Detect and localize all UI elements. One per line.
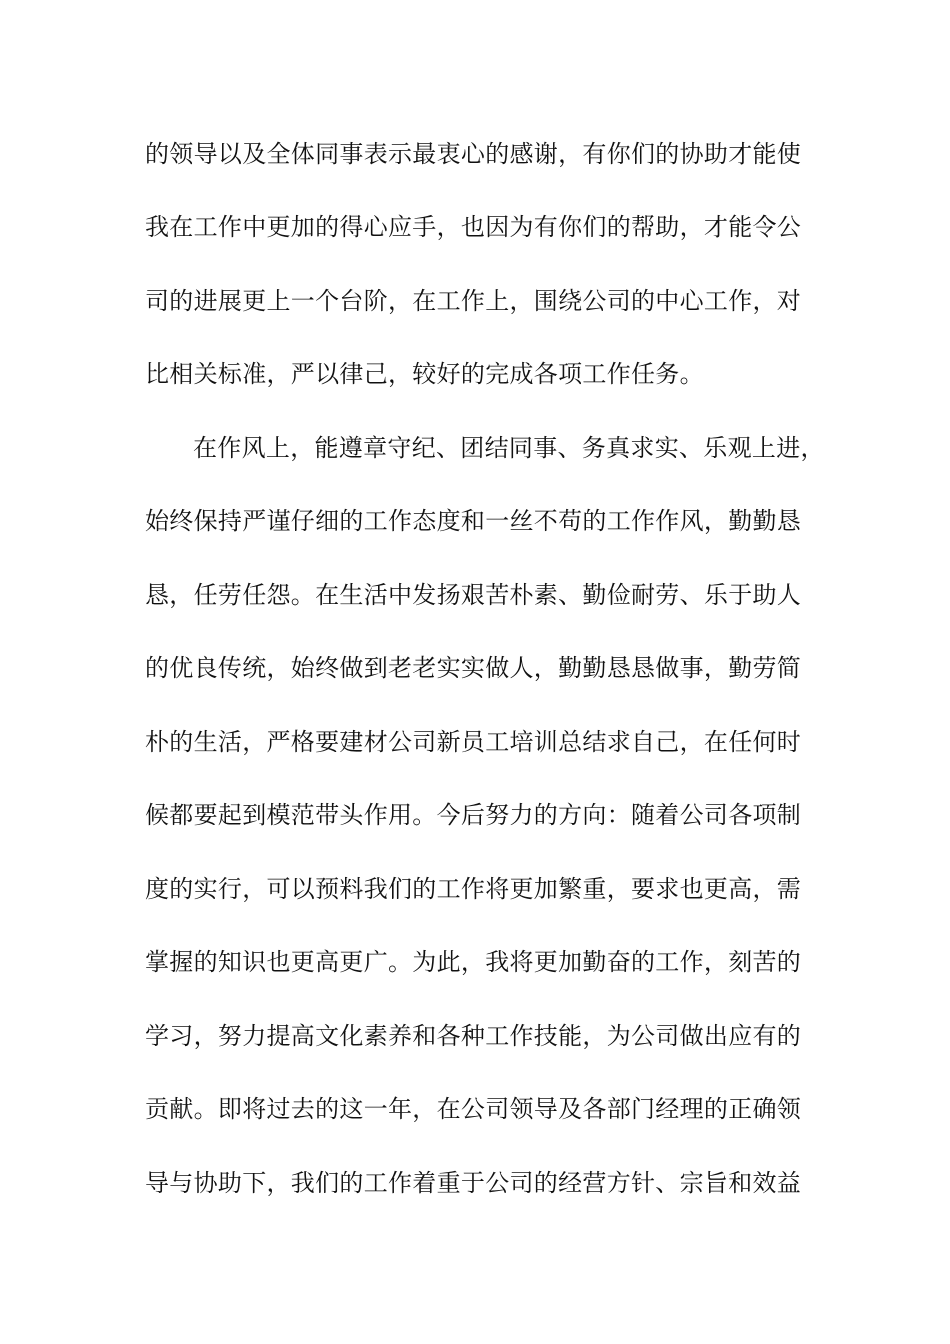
text-line-9: 朴的生活，严格要建材公司新员工培训总结求自己，在任何时 (145, 728, 802, 756)
text-line-7: 恳，任劳任怨。在生活中发扬艰苦朴素、勤俭耐劳、乐于助人 (145, 581, 802, 609)
text-line-10: 候都要起到模范带头作用。今后努力的方向：随着公司各项制 (145, 801, 802, 829)
text-line-3: 司的进展更上一个台阶，在工作上，围绕公司的中心工作，对 (145, 287, 802, 315)
text-line-4: 比相关标准，严以律己，较好的完成各项工作任务。 (145, 360, 704, 388)
text-line-2: 我在工作中更加的得心应手，也因为有你们的帮助，才能令公 (145, 213, 802, 241)
text-line-14: 贡献。即将过去的这一年，在公司领导及各部门经理的正确领 (145, 1095, 802, 1123)
text-line-12: 掌握的知识也更高更广。为此，我将更加勤奋的工作，刻苦的 (145, 948, 802, 976)
text-line-13: 学习，努力提高文化素养和各种工作技能，为公司做出应有的 (145, 1022, 802, 1050)
paragraph-start-line: 在作风上，能遵章守纪、团结同事、务真求实、乐观上进， (193, 434, 825, 462)
text-line-1: 的领导以及全体同事表示最衷心的感谢，有你们的协助才能使 (145, 140, 802, 168)
text-line-8: 的优良传统，始终做到老老实实做人，勤勤恳恳做事，勤劳简 (145, 654, 802, 682)
text-line-11: 度的实行，可以预料我们的工作将更加繁重，要求也更高，需 (145, 875, 802, 903)
text-line-15: 导与协助下，我们的工作着重于公司的经营方针、宗旨和效益 (145, 1169, 802, 1197)
text-line-6: 始终保持严谨仔细的工作态度和一丝不苟的工作作风，勤勤恳 (145, 507, 802, 535)
